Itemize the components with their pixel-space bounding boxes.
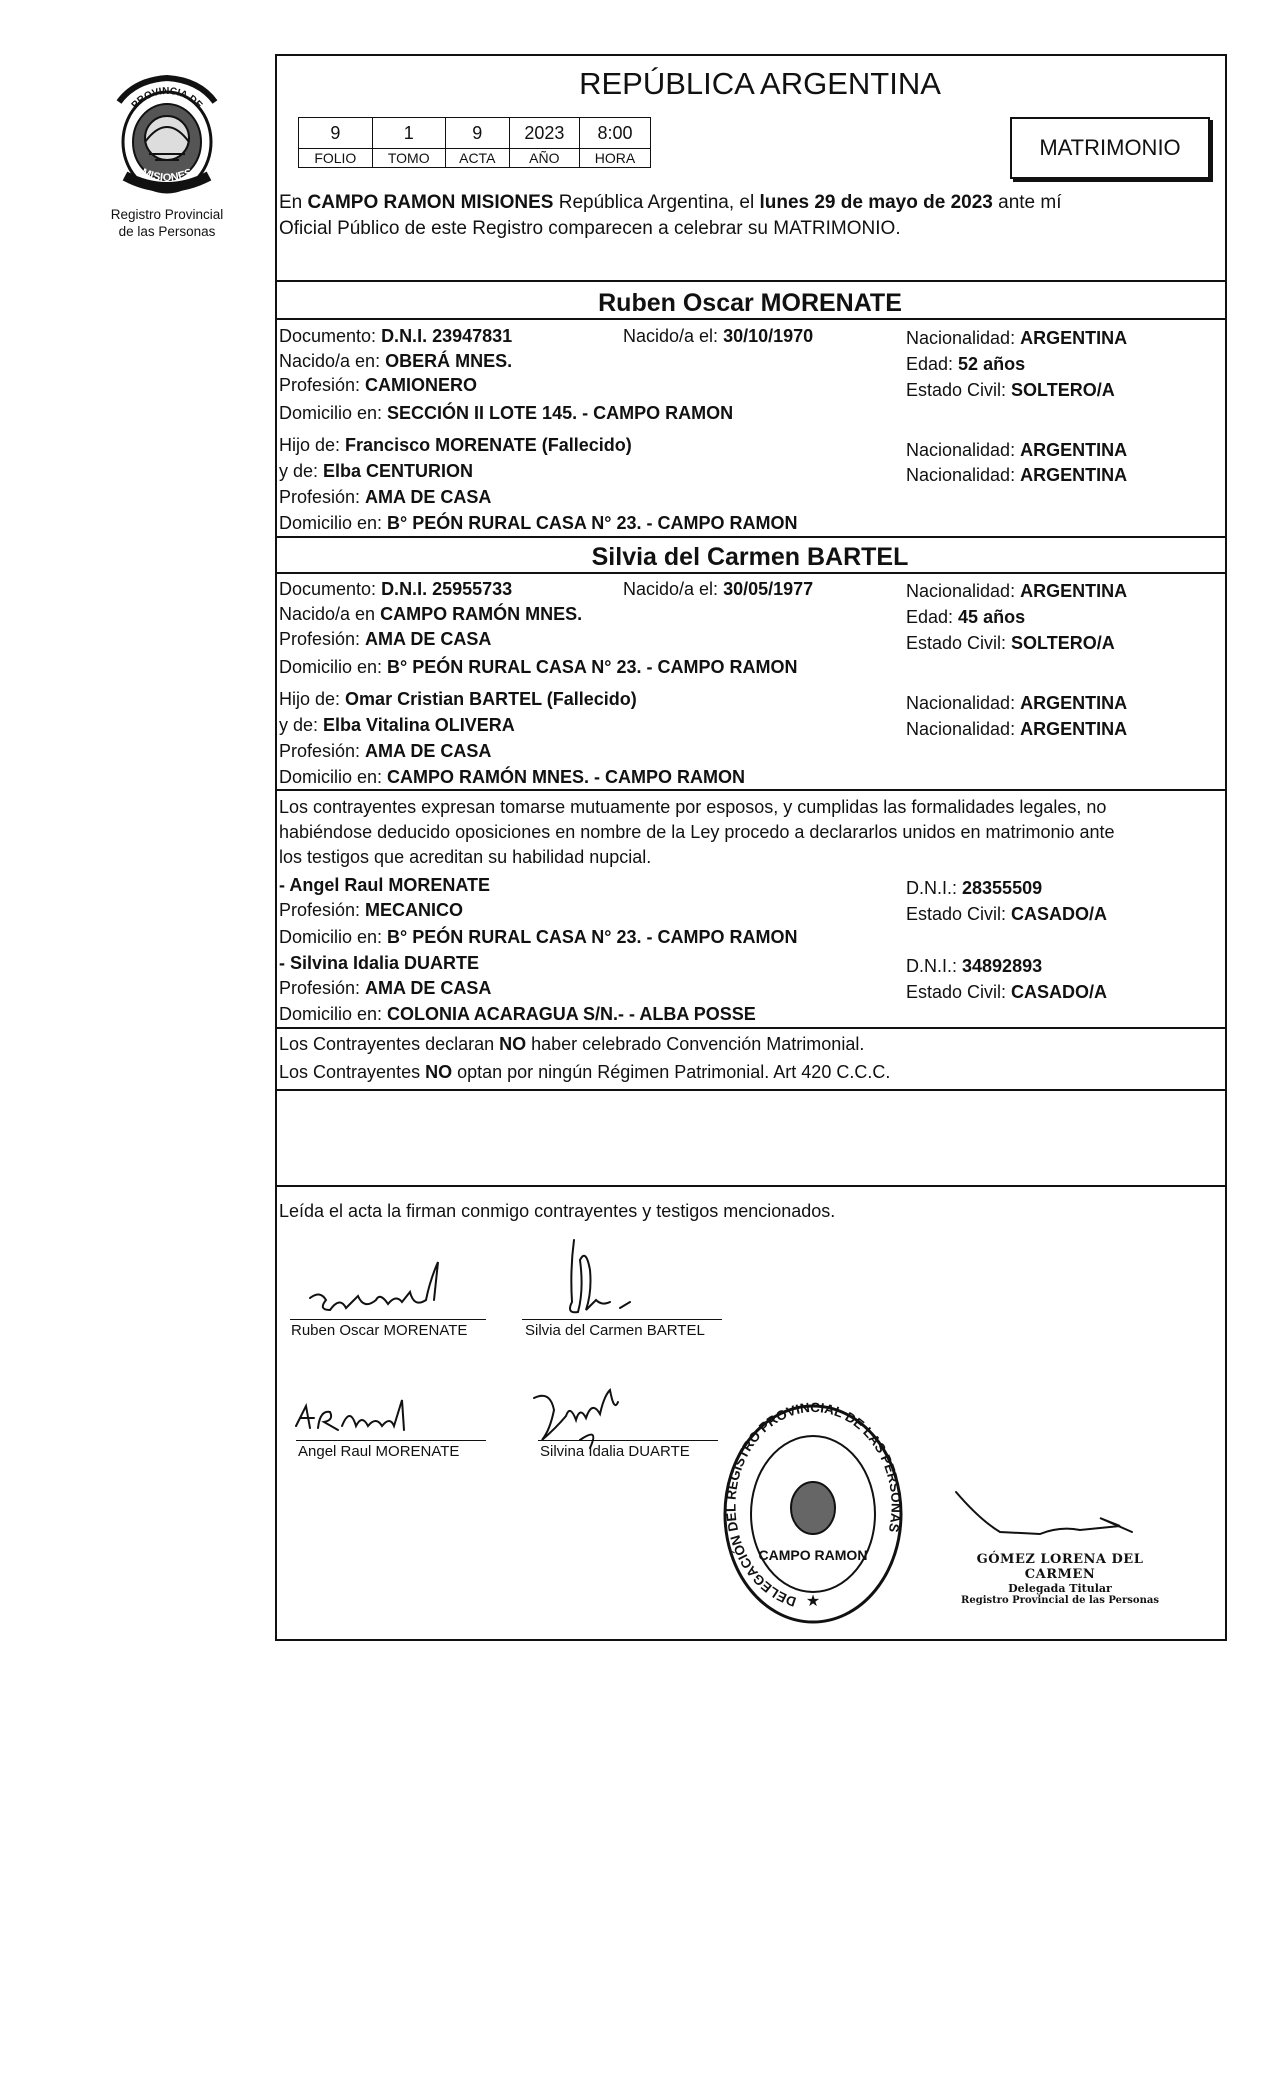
- intro-date: lunes 29 de mayo de 2023: [759, 192, 993, 213]
- folio-value: 9: [299, 118, 373, 149]
- label: Estado Civil:: [906, 633, 1012, 653]
- witness2-profession: [279, 977, 491, 999]
- acta-label: ACTA: [445, 149, 509, 168]
- signature-line: [522, 1319, 722, 1320]
- signature-label-4: Silvina Idalia DUARTE: [540, 1443, 690, 1460]
- label: Domicilio en:: [279, 1004, 388, 1024]
- spouse1-document: [279, 325, 512, 347]
- svg-text:★: ★: [805, 1593, 821, 1610]
- spouse2-profession: [279, 628, 491, 650]
- spouse2-age-value: 45 años: [958, 607, 1026, 627]
- witness2-civil-status: [906, 981, 1107, 1003]
- label: Profesión:: [279, 629, 366, 649]
- label: Estado Civil:: [906, 982, 1012, 1002]
- folio-label: FOLIO: [299, 149, 373, 168]
- official-block: [940, 1552, 1180, 1606]
- spouse2-father-nationality-value: ARGENTINA: [1020, 693, 1128, 713]
- witness2-address-value: COLONIA ACARAGUA S/N.- - ALBA POSSE: [387, 1004, 756, 1024]
- spouse1-profession: [279, 374, 477, 396]
- spouse2-address-value: B° PEÓN RURAL CASA N° 23. - CAMPO RAMON: [387, 657, 798, 677]
- signature-label-1: Ruben Oscar MORENATE: [291, 1322, 468, 1339]
- intro-line2: Oficial Público de este Registro comparecen a celebrar su MATRIMONIO.: [279, 218, 901, 239]
- spouse1-mother-profession: [279, 486, 491, 508]
- spouse1-mother-address: [279, 512, 797, 534]
- spouse1-age: [906, 353, 1025, 375]
- signature-line: [290, 1319, 486, 1320]
- signature-official: [956, 1492, 1132, 1534]
- spouse1-address-value: SECCIÓN II LOTE 145. - CAMPO RAMON: [387, 403, 734, 423]
- delegation-stamp: [722, 1400, 904, 1628]
- spouse1-father-value: Francisco MORENATE (Fallecido): [345, 435, 632, 455]
- spouse2-birthplace: [279, 603, 582, 625]
- witness2-address: [279, 1003, 756, 1025]
- signature-silvia: [570, 1240, 630, 1312]
- spouse2-civil-status: [906, 632, 1115, 654]
- label: y de:: [279, 715, 324, 735]
- stamp-ring-text: DELEGACIÓN DEL REGISTRO PROVINCIAL DE LAS PERSONAS: [723, 1400, 904, 1610]
- act-type-box: [1010, 117, 1210, 179]
- label: D.N.I.:: [906, 878, 963, 898]
- spouse2-mother-value: Elba Vitalina OLIVERA: [323, 715, 515, 735]
- spouse1-mother-nationality: [906, 464, 1127, 486]
- seal-text-top: PROVINCIA DE: [129, 85, 205, 112]
- label: Estado Civil:: [906, 904, 1012, 924]
- signature-line: [538, 1440, 718, 1441]
- spouse1-civil-status: [906, 379, 1115, 401]
- spouse1-birthplace: [279, 350, 512, 372]
- divider: [275, 789, 1225, 791]
- convention-no-1: NO: [499, 1034, 527, 1054]
- witness1-address-value: B° PEÓN RURAL CASA N° 23. - CAMPO RAMON: [387, 927, 798, 947]
- divider: [275, 572, 1225, 574]
- folio-table: [298, 117, 651, 168]
- spouse1-father-nationality-value: ARGENTINA: [1020, 440, 1128, 460]
- label: Nacionalidad:: [906, 581, 1021, 601]
- spouse1-mother: [279, 460, 473, 482]
- spouse2-mother-profession-value: AMA DE CASA: [365, 741, 492, 761]
- spouse1-dni: D.N.I. 23947831: [381, 326, 513, 346]
- declaration-line1: Los contrayentes expresan tomarse mutuamente por esposos, y cumplidas las formalidades legales, no: [279, 797, 1107, 817]
- provincial-seal: [105, 72, 229, 202]
- witness1-address: [279, 926, 797, 948]
- spouse1-mother-address-value: B° PEÓN RURAL CASA N° 23. - CAMPO RAMON: [387, 513, 798, 533]
- spouse1-birthdate: [623, 325, 813, 347]
- witness1-profession: [279, 899, 463, 921]
- label: Estado Civil:: [906, 380, 1012, 400]
- acta-value: 9: [445, 118, 509, 149]
- label: Profesión:: [279, 741, 366, 761]
- spouse1-father: [279, 434, 632, 456]
- tomo-label: TOMO: [372, 149, 445, 168]
- witness2-name: - Silvina Idalia DUARTE: [279, 953, 480, 973]
- spouse2-mother-nationality-value: ARGENTINA: [1020, 719, 1128, 739]
- intro-text-1: En: [279, 192, 308, 213]
- label: Nacido/a el:: [623, 579, 724, 599]
- declaration-line2: habiéndose deducido oposiciones en nombre de la Ley procedo a declararlos unidos en matrimonio ante: [279, 822, 1115, 842]
- label: Profesión:: [279, 487, 366, 507]
- intro-text-3: ante mí: [992, 192, 1062, 213]
- spouse1-mother-nationality-value: ARGENTINA: [1020, 465, 1128, 485]
- spouse2-mother-nationality: [906, 718, 1127, 740]
- label: Nacionalidad:: [906, 328, 1021, 348]
- label: Nacionalidad:: [906, 440, 1021, 460]
- divider: [275, 1185, 1225, 1187]
- label: Profesión:: [279, 900, 366, 920]
- spouse1-profession-value: CAMIONERO: [365, 375, 478, 395]
- spouse1-birthdate-value: 30/10/1970: [723, 326, 814, 346]
- spouse2-nationality: [906, 580, 1127, 602]
- official-office: Registro Provincial de las Personas: [961, 1595, 1159, 1606]
- tomo-value: 1: [372, 118, 445, 149]
- divider: [275, 318, 1225, 320]
- spouse2-name: Silvia del Carmen BARTEL: [591, 543, 909, 571]
- spouse2-father: [279, 688, 637, 710]
- registry-caption-line2: de las Personas: [118, 224, 216, 239]
- registry-caption: [92, 206, 242, 240]
- convention-no-2: NO: [425, 1062, 453, 1082]
- witness2-dni-value: 34892893: [962, 956, 1043, 976]
- witness1-name: - Angel Raul MORENATE: [279, 875, 490, 895]
- divider: [275, 536, 1225, 538]
- intro-place: CAMPO RAMON MISIONES: [307, 192, 554, 213]
- label: Domicilio en:: [279, 657, 388, 677]
- label: Hijo de:: [279, 689, 346, 709]
- spouse1-mother-value: Elba CENTURION: [323, 461, 474, 481]
- label: Nacido/a el:: [623, 326, 724, 346]
- convention-text-3: Los Contrayentes: [279, 1062, 426, 1082]
- spouse1-father-nationality: [906, 439, 1127, 461]
- hour-value: 8:00: [579, 118, 650, 149]
- label: Nacionalidad:: [906, 465, 1021, 485]
- spouse2-profession-value: AMA DE CASA: [365, 629, 492, 649]
- spouse2-age: [906, 606, 1025, 628]
- convention-text-1: Los Contrayentes declaran: [279, 1034, 500, 1054]
- label: Nacido/a en: [279, 604, 381, 624]
- label: D.N.I.:: [906, 956, 963, 976]
- witness1-profession-value: MECANICO: [365, 900, 464, 920]
- witness2-dni: [906, 955, 1042, 977]
- label: Nacionalidad:: [906, 719, 1021, 739]
- witness1-civil-status-value: CASADO/A: [1011, 904, 1108, 924]
- intro-line1: [279, 192, 1062, 214]
- act-type: MATRIMONIO: [1039, 135, 1181, 160]
- closing-statement: Leída el acta la firman conmigo contrayentes y testigos mencionados.: [279, 1201, 836, 1221]
- convention-text-2: haber celebrado Convención Matrimonial.: [526, 1034, 865, 1054]
- label: Hijo de:: [279, 435, 346, 455]
- spouse2-nationality-value: ARGENTINA: [1020, 581, 1128, 601]
- label: Edad:: [906, 354, 959, 374]
- spouse1-civil-status-value: SOLTERO/A: [1011, 380, 1115, 400]
- witness2-civil-status-value: CASADO/A: [1011, 982, 1108, 1002]
- spouse1-mother-profession-value: AMA DE CASA: [365, 487, 492, 507]
- spouse2-birthdate: [623, 578, 813, 600]
- label: Profesión:: [279, 978, 366, 998]
- hour-label: HORA: [579, 149, 650, 168]
- spouse2-mother-address-value: CAMPO RAMÓN MNES. - CAMPO RAMON: [387, 767, 746, 787]
- label: Domicilio en:: [279, 513, 388, 533]
- divider: [275, 1027, 1225, 1029]
- year-value: 2023: [509, 118, 579, 149]
- signature-ruben: [310, 1262, 438, 1310]
- witness1-dni: [906, 877, 1042, 899]
- spouse2-civil-status-value: SOLTERO/A: [1011, 633, 1115, 653]
- divider: [275, 1089, 1225, 1091]
- signature-angel: [296, 1400, 404, 1430]
- convention-line2: [279, 1061, 890, 1083]
- spouse2-birthplace-value: CAMPO RAMÓN MNES.: [380, 604, 583, 624]
- label: Documento:: [279, 326, 382, 346]
- spouse2-document: [279, 578, 512, 600]
- spouse2-address: [279, 656, 797, 678]
- label: Domicilio en:: [279, 403, 388, 423]
- label: Nacionalidad:: [906, 693, 1021, 713]
- label: Domicilio en:: [279, 927, 388, 947]
- spouse1-address: [279, 402, 733, 424]
- signature-label-2: Silvia del Carmen BARTEL: [525, 1322, 705, 1339]
- witness1-civil-status: [906, 903, 1107, 925]
- convention-text-4: optan por ningún Régimen Patrimonial. Art 420 C.C.C.: [452, 1062, 891, 1082]
- seal-text-bottom: MISIONES: [139, 166, 195, 184]
- spouse2-mother-profession: [279, 740, 491, 762]
- witness1-dni-value: 28355509: [962, 878, 1043, 898]
- spouse2-mother-address: [279, 766, 745, 788]
- signature-label-3: Angel Raul MORENATE: [298, 1443, 460, 1460]
- witness2-profession-value: AMA DE CASA: [365, 978, 492, 998]
- spouse1-nationality: [906, 327, 1127, 349]
- label: Nacido/a en:: [279, 351, 386, 371]
- spouse2-dni: D.N.I. 25955733: [381, 579, 513, 599]
- label: Profesión:: [279, 375, 366, 395]
- spouse1-age-value: 52 años: [958, 354, 1026, 374]
- year-label: AÑO: [509, 149, 579, 168]
- spouse2-birthdate-value: 30/05/1977: [723, 579, 814, 599]
- spouse2-mother: [279, 714, 515, 736]
- intro-text-2: República Argentina, el: [553, 192, 760, 213]
- stamp-center-text: CAMPO RAMON: [758, 1547, 868, 1563]
- label: y de:: [279, 461, 324, 481]
- label: Domicilio en:: [279, 767, 388, 787]
- spouse2-father-value: Omar Cristian BARTEL (Fallecido): [345, 689, 637, 709]
- registry-caption-line1: Registro Provincial: [110, 207, 224, 222]
- spouse1-nationality-value: ARGENTINA: [1020, 328, 1128, 348]
- document-title: REPÚBLICA ARGENTINA: [579, 66, 941, 101]
- spouse1-birthplace-value: OBERÁ MNES.: [385, 351, 513, 371]
- spouse1-name: Ruben Oscar MORENATE: [598, 289, 902, 317]
- convention-line1: [279, 1033, 864, 1055]
- signature-line: [296, 1440, 486, 1441]
- label: Edad:: [906, 607, 959, 627]
- official-name: GÓMEZ LORENA DEL CARMEN: [976, 1552, 1144, 1582]
- spouse2-father-nationality: [906, 692, 1127, 714]
- label: Documento:: [279, 579, 382, 599]
- divider: [275, 280, 1225, 282]
- official-title: Delegada Titular: [1008, 1582, 1112, 1595]
- declaration-line3: los testigos que acreditan su habilidad nupcial.: [279, 847, 652, 867]
